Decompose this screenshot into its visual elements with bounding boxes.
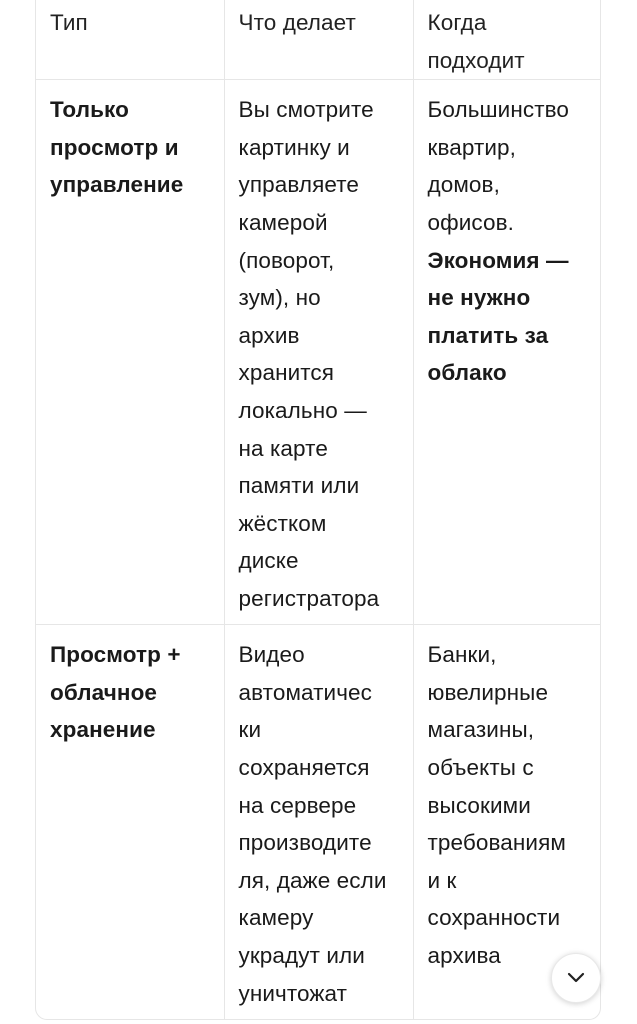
header-text: Тип <box>50 10 88 35</box>
when-text: Банки, <box>427 642 497 668</box>
header-text: Когда <box>427 10 487 35</box>
when-text: домов, <box>427 172 500 198</box>
chevron-down-icon <box>566 972 586 984</box>
does-text: Видео <box>238 642 305 668</box>
when-text: ювелирные <box>427 679 549 705</box>
when-text: объекты с <box>427 754 534 780</box>
does-text: Вы смотрите <box>238 97 374 123</box>
when-text: квартир, <box>427 134 517 160</box>
does-text: на сервере <box>238 792 357 818</box>
does-text: картинку и <box>238 134 350 160</box>
does-text: регистратора <box>238 585 380 611</box>
does-text: камеру <box>238 905 314 931</box>
header-text: Что делает <box>238 10 356 35</box>
does-text: жёстком <box>238 510 327 536</box>
does-text: (поворот, <box>238 247 335 273</box>
cell-does <box>224 625 413 1020</box>
header-text: подходит <box>427 47 525 73</box>
scroll-down-button[interactable] <box>551 953 601 1003</box>
does-text: диске <box>238 548 299 574</box>
does-text: камерой <box>238 209 328 235</box>
does-text: ки <box>238 717 262 743</box>
does-text: на карте <box>238 435 328 461</box>
when-text: Большинство <box>427 97 570 123</box>
cell-when <box>413 80 601 625</box>
table-header-row <box>36 0 601 80</box>
when-text: и к <box>427 867 457 893</box>
does-text: производите <box>238 830 372 856</box>
type-text: управление <box>50 172 184 198</box>
does-text: сохраняется <box>238 754 370 780</box>
table-row <box>36 625 601 1020</box>
when-text: высокими <box>427 792 531 818</box>
does-text: зум), но <box>238 285 321 311</box>
cell-does <box>224 80 413 625</box>
comparison-table-card <box>35 0 601 1020</box>
type-text: хранение <box>50 717 156 743</box>
does-text: автоматичес <box>238 679 372 705</box>
when-text: магазины, <box>427 717 535 743</box>
cell-type <box>36 625 224 1020</box>
header-cell-does <box>224 0 413 80</box>
when-text: офисов. <box>427 209 515 235</box>
header-cell-when <box>413 0 601 80</box>
table-row <box>36 80 601 625</box>
cell-type <box>36 80 224 625</box>
when-bold-text: облако <box>427 360 507 386</box>
type-text: просмотр и <box>50 134 179 160</box>
header-cell-type <box>36 0 224 80</box>
comparison-table <box>36 0 601 1020</box>
when-bold-text: платить за <box>427 322 549 348</box>
does-text: хранится <box>238 360 335 386</box>
when-bold-text: Экономия — <box>427 247 569 273</box>
does-text: украдут или <box>238 942 365 968</box>
when-text: требованиям <box>427 830 566 856</box>
when-text: сохранности <box>427 905 561 931</box>
does-text: управляете <box>238 172 360 198</box>
does-text: локально — <box>238 397 367 423</box>
type-text: Только <box>50 97 129 123</box>
type-text: Просмотр + <box>50 642 181 668</box>
does-text: памяти или <box>238 473 360 499</box>
does-text: ля, даже если <box>238 867 387 893</box>
does-text: уничтожат <box>238 980 348 1006</box>
when-bold-text: не нужно <box>427 285 531 311</box>
does-text: архив <box>238 322 300 348</box>
type-text: облачное <box>50 679 158 705</box>
when-text: архива <box>427 942 501 968</box>
